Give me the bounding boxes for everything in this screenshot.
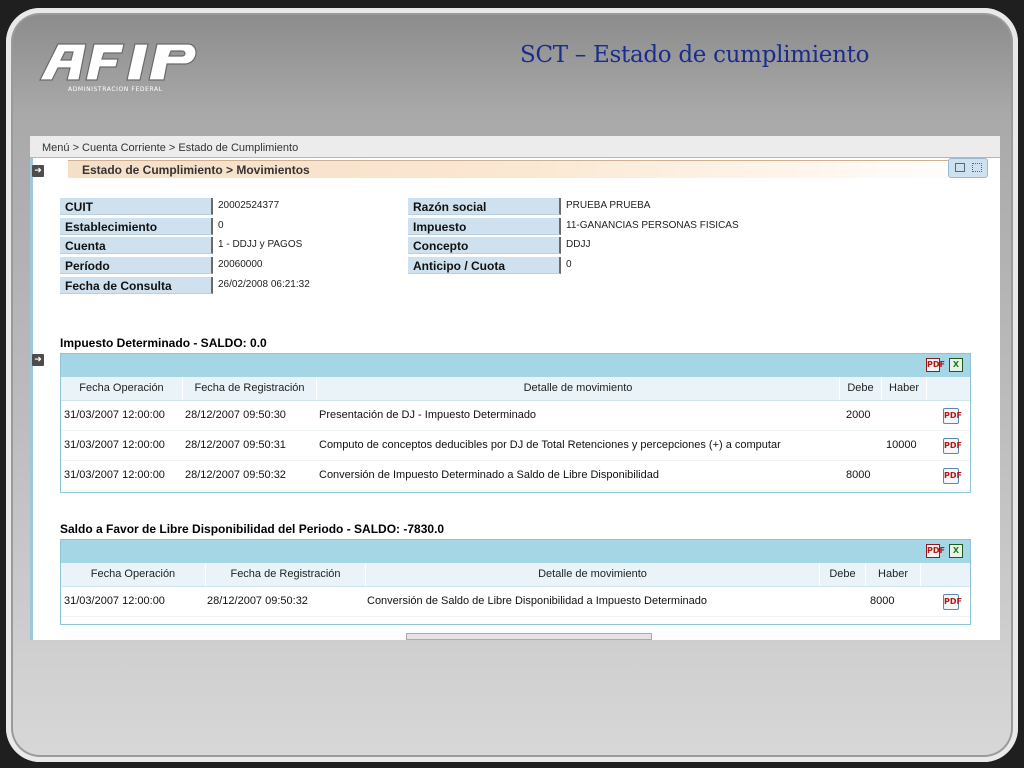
info-value: 26/02/2008 06:21:32: [218, 279, 310, 290]
cell-debe: 8000: [846, 469, 871, 481]
table-row[interactable]: [61, 401, 970, 431]
cell-detalle: Conversión de Impuesto Determinado a Saldo de Libre Disponibilidad: [319, 469, 659, 481]
info-label: Anticipo / Cuota: [408, 257, 561, 274]
window-controls[interactable]: [948, 158, 988, 178]
cell-debe: 2000: [846, 409, 871, 421]
pdf-document-icon[interactable]: PDF: [943, 594, 959, 610]
column-header[interactable]: Haber: [882, 377, 927, 400]
info-label: Fecha de Consulta: [60, 277, 213, 294]
table-row[interactable]: [61, 587, 970, 617]
cell-fecha-operacion: 31/03/2007 12:00:00: [64, 469, 165, 481]
table-header: [61, 377, 970, 401]
info-label: Período: [60, 257, 213, 274]
afip-logo: [36, 38, 206, 96]
excel-export-icon[interactable]: X: [949, 358, 963, 372]
info-label: Razón social: [408, 198, 561, 215]
table-row[interactable]: [61, 431, 970, 461]
info-label: Establecimiento: [60, 218, 213, 235]
info-value: 20002524377: [218, 200, 280, 211]
grid-view-icon[interactable]: [972, 163, 982, 172]
app-window: [30, 136, 1000, 640]
table-toolbar: [61, 354, 970, 377]
cell-fecha-operacion: 31/03/2007 12:00:00: [64, 409, 165, 421]
column-header[interactable]: Debe: [840, 377, 882, 400]
cell-fecha-registracion: 28/12/2007 09:50:30: [185, 409, 286, 421]
cell-detalle: Conversión de Saldo de Libre Disponibilidad a Impuesto Determinado: [367, 595, 707, 607]
cell-detalle: Presentación de DJ - Impuesto Determinado: [319, 409, 537, 421]
cell-haber: 10000: [886, 439, 917, 451]
pdf-export-icon[interactable]: PDF: [926, 544, 940, 558]
cell-haber: 8000: [870, 595, 895, 607]
table-title-saldo-libre-disponibilidad: Saldo a Favor de Libre Disponibilidad del Periodo - SALDO: -7830.0: [60, 522, 445, 536]
info-label: CUIT: [60, 198, 213, 215]
cell-fecha-registracion: 28/12/2007 09:50:32: [185, 469, 286, 481]
column-header[interactable]: Detalle de movimiento: [366, 563, 820, 586]
column-header[interactable]: Fecha Operación: [61, 563, 206, 586]
horizontal-scrollbar[interactable]: [406, 633, 652, 640]
table-toolbar: [61, 540, 970, 563]
svg-text:ADMINISTRACION FEDERAL: ADMINISTRACION FEDERAL: [68, 86, 163, 93]
column-header[interactable]: Debe: [820, 563, 866, 586]
info-value: PRUEBA PRUEBA: [566, 200, 651, 211]
column-header[interactable]: Fecha de Registración: [183, 377, 317, 400]
arrow-right-icon[interactable]: ➜: [32, 165, 44, 177]
info-value: 0: [218, 220, 224, 231]
pdf-document-icon[interactable]: PDF: [943, 468, 959, 484]
info-value: 1 - DDJJ y PAGOS: [218, 239, 303, 250]
movements-table-saldo-favor: [60, 539, 971, 625]
pdf-export-icon[interactable]: PDF: [926, 358, 940, 372]
cell-fecha-registracion: 28/12/2007 09:50:32: [207, 595, 308, 607]
cell-fecha-operacion: 31/03/2007 12:00:00: [64, 595, 165, 607]
excel-export-icon[interactable]: X: [949, 544, 963, 558]
slide-title: SCT – Estado de cumplimiento: [520, 42, 870, 68]
pdf-document-icon[interactable]: PDF: [943, 408, 959, 424]
arrow-right-icon[interactable]: ➜: [32, 354, 44, 366]
left-rail: [30, 158, 33, 640]
info-value: DDJJ: [566, 239, 591, 250]
cell-detalle: Computo de conceptos deducibles por DJ de Total Retenciones y percepciones (+) a computar: [319, 439, 781, 451]
breadcrumb[interactable]: Menú > Cuenta Corriente > Estado de Cumplimiento: [30, 136, 1000, 158]
column-header[interactable]: Fecha de Registración: [206, 563, 366, 586]
cell-fecha-operacion: 31/03/2007 12:00:00: [64, 439, 165, 451]
movements-table-impuesto: [60, 353, 971, 493]
cell-fecha-registracion: 28/12/2007 09:50:31: [185, 439, 286, 451]
info-label: Impuesto: [408, 218, 561, 235]
column-header[interactable]: Fecha Operación: [61, 377, 183, 400]
column-header[interactable]: Detalle de movimiento: [317, 377, 840, 400]
table-title-impuesto-determinado: Impuesto Determinado - SALDO: 0.0: [60, 336, 267, 350]
info-label: Cuenta: [60, 237, 213, 254]
pdf-document-icon[interactable]: PDF: [943, 438, 959, 454]
info-value: 11-GANANCIAS PERSONAS FISICAS: [566, 220, 739, 231]
section-header: Estado de Cumplimiento > Movimientos: [68, 160, 988, 178]
restore-window-icon[interactable]: [955, 163, 965, 172]
info-value: 0: [566, 259, 572, 270]
info-label: Concepto: [408, 237, 561, 254]
column-header[interactable]: Haber: [866, 563, 921, 586]
table-header: [61, 563, 970, 587]
info-value: 20060000: [218, 259, 263, 270]
table-row[interactable]: [61, 461, 970, 491]
